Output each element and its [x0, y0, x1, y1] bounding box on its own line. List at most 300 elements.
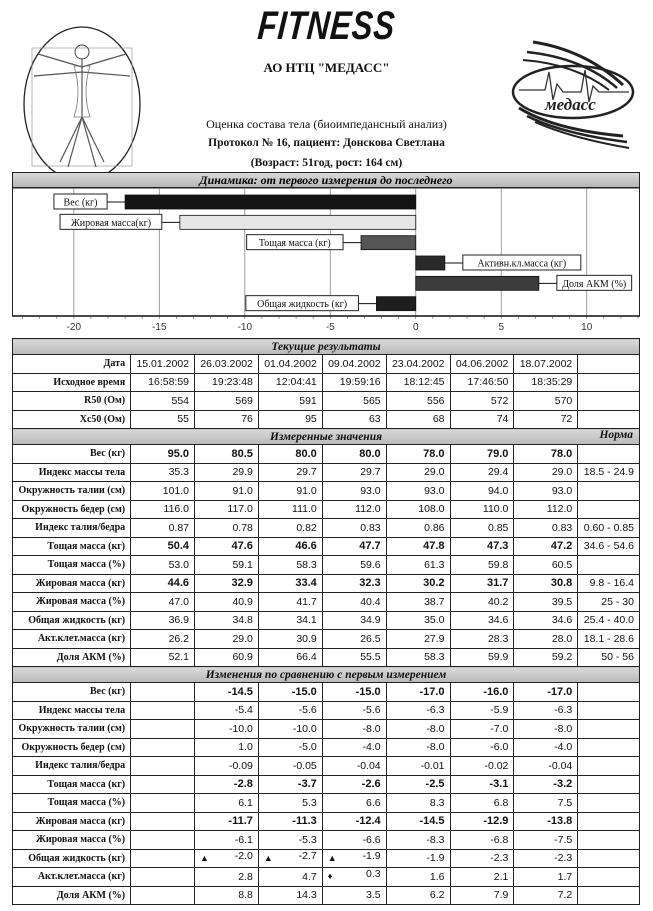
cell-value	[322, 463, 386, 482]
cell-text: 34.6	[551, 614, 573, 627]
cell-text: 6.2	[429, 889, 445, 902]
cell-text: 565	[363, 394, 381, 407]
cell-value	[322, 593, 386, 612]
cell-value	[450, 701, 514, 720]
norm-value	[578, 831, 640, 850]
cell-value	[258, 775, 322, 794]
cell-text: 47.8	[423, 540, 445, 553]
cell-value	[131, 886, 195, 905]
cell-value	[258, 410, 322, 429]
cell-text: 0.87	[168, 521, 190, 534]
cell-value	[514, 392, 578, 411]
cell-value	[450, 648, 514, 667]
warning-pin-icon: ♦	[327, 871, 333, 882]
cell-value	[450, 500, 514, 519]
row-label: Тощая масса (кг)	[13, 537, 131, 556]
cell-value	[322, 630, 386, 649]
cell-value	[450, 574, 514, 593]
cell-value	[258, 500, 322, 519]
cell-text: 30.8	[550, 577, 573, 590]
cell-text: 41.7	[296, 595, 317, 608]
norm-value: 50 - 56	[578, 648, 640, 667]
bar	[180, 215, 416, 229]
cell-text: -2.8	[233, 778, 253, 791]
cell-text: 2.8	[238, 870, 253, 883]
cell-text: 34.6	[487, 614, 509, 627]
bar-label: Общая жидкость (кг)	[257, 299, 348, 311]
cell-value	[258, 373, 322, 392]
cell-text: 40.9	[232, 595, 253, 608]
dynamics-chart-svg	[12, 172, 640, 334]
cell-value	[386, 701, 450, 720]
cell-text: -2.7	[298, 849, 317, 862]
cell-text: -8.0	[426, 741, 445, 754]
row-label: Общая жидкость (кг)	[13, 849, 131, 868]
bar-label: Вес (кг)	[63, 197, 98, 209]
table-row	[13, 794, 640, 813]
cell-text: -13.8	[547, 815, 573, 828]
cell-text: 94.0	[487, 484, 509, 497]
cell-text: -3.2	[553, 778, 573, 791]
section-title	[13, 339, 640, 355]
cell-text: 4.7	[302, 870, 317, 883]
cell-text: 7.2	[557, 889, 573, 902]
cell-text: -1.9	[426, 852, 445, 865]
norm-value	[578, 556, 640, 575]
cell-value	[131, 757, 195, 776]
norm-value: 34.6 - 54.6	[578, 537, 640, 556]
cell-text: 91.0	[296, 484, 317, 497]
cell-value	[195, 611, 259, 630]
cell-value	[450, 537, 514, 556]
cell-value	[131, 482, 195, 501]
cell-text: 29.0	[232, 632, 253, 645]
cell-value	[514, 500, 578, 519]
row-label: Индекс талия/бедра	[13, 519, 131, 538]
cell-text: 93.0	[360, 484, 381, 497]
cell-text: 35.0	[424, 614, 445, 627]
drop-icon: ▲	[263, 852, 273, 863]
cell-value	[514, 355, 578, 374]
cell-text: -15.0	[355, 685, 381, 698]
cell-text: -8.0	[362, 722, 381, 735]
cell-value	[258, 794, 322, 813]
row-label: Вес (кг)	[13, 445, 131, 464]
cell-text: -14.5	[419, 815, 445, 828]
cell-text: 59.6	[360, 558, 381, 571]
cell-value	[450, 593, 514, 612]
cell-text: 68	[432, 413, 445, 426]
cell-value	[514, 519, 578, 538]
cell-value	[195, 630, 259, 649]
cell-value	[450, 482, 514, 501]
cell-text: 72	[560, 413, 573, 426]
cell-text: 12:04:41	[275, 376, 317, 389]
cell-value	[195, 574, 259, 593]
table-row	[13, 574, 640, 593]
cell-text: 38.7	[424, 595, 445, 608]
cell-value	[514, 757, 578, 776]
cell-text: 47.0	[168, 595, 190, 608]
cell-value	[258, 868, 322, 887]
cell-text: -17.0	[547, 685, 573, 698]
report-subtitle: Оценка состава тела (биоимпедансный анализ)	[206, 117, 447, 131]
cell-text: -5.4	[234, 704, 253, 717]
cell-value	[514, 556, 578, 575]
cell-value	[195, 738, 259, 757]
cell-value	[514, 593, 578, 612]
cell-value	[258, 445, 322, 464]
cell-value	[195, 519, 259, 538]
cell-value	[131, 738, 195, 757]
section-title-text: Измеренные значения	[269, 430, 383, 443]
cell-text: 572	[490, 394, 509, 407]
cell-text: -3.1	[489, 778, 509, 791]
cell-text: -0.04	[356, 759, 381, 772]
cell-text: 30.9	[296, 632, 317, 645]
cell-value	[258, 392, 322, 411]
cell-value	[450, 373, 514, 392]
cell-text: 34.1	[296, 614, 317, 627]
cell-value	[386, 757, 450, 776]
bar	[416, 256, 445, 270]
cell-text: -2.6	[361, 778, 381, 791]
report-header	[0, 0, 653, 170]
cell-text: 59.8	[487, 558, 509, 571]
cell-text: 61.3	[424, 558, 445, 571]
cell-value	[322, 445, 386, 464]
cell-value	[386, 611, 450, 630]
row-label: Окружность талии (см)	[13, 720, 131, 739]
cell-value	[514, 463, 578, 482]
cell-text: 35.3	[168, 466, 190, 479]
cell-value	[514, 630, 578, 649]
cell-text: 95	[305, 413, 317, 426]
cell-value	[450, 392, 514, 411]
cell-text: 0.83	[551, 521, 573, 534]
cell-value	[386, 537, 450, 556]
organization-name: АО НТЦ "МЕДАСС"	[263, 60, 390, 75]
table-row	[13, 519, 640, 538]
cell-value	[131, 519, 195, 538]
cell-value	[131, 683, 195, 702]
table-row	[13, 482, 640, 501]
cell-value	[386, 373, 450, 392]
cell-value	[322, 611, 386, 630]
cell-text: 112.0	[546, 503, 573, 516]
cell-value	[386, 445, 450, 464]
cell-value	[322, 720, 386, 739]
cell-text: -7.0	[490, 722, 509, 735]
cell-value	[450, 445, 514, 464]
cell-value	[514, 648, 578, 667]
cell-text: 14.3	[296, 889, 317, 902]
cell-text: 8.8	[238, 889, 253, 902]
cell-text: 47.6	[231, 540, 253, 553]
cell-value	[258, 355, 322, 374]
cell-value	[386, 630, 450, 649]
cell-value	[386, 392, 450, 411]
norm-value	[578, 738, 640, 757]
cell-text: 1.7	[557, 870, 573, 883]
cell-text: 39.5	[551, 595, 573, 608]
results-table	[12, 338, 640, 905]
table-row	[13, 556, 640, 575]
cell-value	[195, 794, 259, 813]
norm-value: 25 - 30	[578, 593, 640, 612]
cell-value	[386, 410, 450, 429]
cell-value	[258, 630, 322, 649]
cell-value	[131, 574, 195, 593]
cell-value	[258, 593, 322, 612]
cell-value	[514, 886, 578, 905]
cell-value	[131, 445, 195, 464]
table-row	[13, 630, 640, 649]
cell-text: 34.9	[360, 614, 381, 627]
cell-text: 570	[554, 394, 573, 407]
cell-value	[131, 392, 195, 411]
row-label: Акт.клет.масса (кг)	[13, 630, 131, 649]
cell-text: 34.8	[232, 614, 253, 627]
cell-value	[386, 519, 450, 538]
cell-value	[195, 355, 259, 374]
cell-text: -5.6	[362, 704, 381, 717]
bar-label: Доля АКМ (%)	[562, 278, 627, 290]
table-row	[13, 392, 640, 411]
cell-text: 29.7	[296, 466, 317, 479]
cell-value	[131, 463, 195, 482]
cell-text: 60.5	[551, 558, 573, 571]
cell-text: 04.06.2002	[455, 357, 509, 370]
dynamics-chart	[12, 172, 640, 332]
cell-text: 80.0	[295, 447, 317, 460]
cell-value	[450, 556, 514, 575]
cell-text: 0.82	[296, 521, 317, 534]
cell-value	[450, 355, 514, 374]
row-label: Окружность бедер (см)	[13, 738, 131, 757]
cell-value	[450, 886, 514, 905]
table-row	[13, 410, 640, 429]
cell-text: 1.6	[429, 870, 445, 883]
cell-text: 32.3	[359, 577, 381, 590]
cell-value	[386, 463, 450, 482]
cell-text: 26.03.2002	[200, 357, 253, 370]
drop-icon: ▲	[327, 852, 337, 863]
table-row	[13, 886, 640, 905]
cell-value	[386, 849, 450, 868]
cell-text: 78.0	[550, 447, 573, 460]
x-tick-label: 5	[498, 322, 505, 333]
cell-value	[195, 886, 259, 905]
cell-text: -12.4	[355, 815, 381, 828]
cell-text: 29.9	[232, 466, 253, 479]
norm-value	[578, 757, 640, 776]
cell-value	[195, 757, 259, 776]
norm-value	[578, 482, 640, 501]
table-row	[13, 849, 640, 868]
cell-value	[322, 868, 386, 887]
cell-text: 18:12:45	[403, 376, 445, 389]
row-label: Общая жидкость (кг)	[13, 611, 131, 630]
cell-text: 28.0	[551, 632, 573, 645]
patient-info: (Возраст: 51год, рост: 164 см)	[250, 157, 403, 169]
table-row	[13, 355, 640, 374]
section-title-text: Изменения по сравнению с первым измерением	[205, 668, 447, 681]
cell-text: 47.7	[359, 540, 381, 553]
table-row	[13, 463, 640, 482]
row-label: Доля АКМ (%)	[13, 648, 131, 667]
cell-value	[322, 757, 386, 776]
cell-text: 0.78	[232, 521, 253, 534]
cell-text: -0.09	[228, 759, 253, 772]
cell-text: 3.5	[366, 889, 381, 902]
cell-text: -14.5	[227, 685, 253, 698]
cell-value	[450, 630, 514, 649]
table-row	[13, 738, 640, 757]
norm-value	[578, 720, 640, 739]
cell-value	[322, 500, 386, 519]
norm-value	[578, 410, 640, 429]
cell-value	[322, 886, 386, 905]
section-title	[13, 667, 640, 683]
row-label: Тощая масса (%)	[13, 556, 131, 575]
cell-text: 29.7	[360, 466, 381, 479]
cell-text: 78.0	[423, 447, 445, 460]
cell-text: 0.85	[487, 521, 509, 534]
cell-value	[131, 373, 195, 392]
cell-text: -12.9	[483, 815, 509, 828]
cell-value	[131, 849, 195, 868]
cell-text: -5.3	[298, 833, 317, 846]
cell-value	[386, 794, 450, 813]
cell-text: 47.3	[486, 540, 509, 553]
cell-text: -3.7	[297, 778, 317, 791]
cell-text: 58.3	[424, 651, 445, 664]
table-row	[13, 683, 640, 702]
x-tick-label: -5	[325, 322, 335, 333]
row-label: Индекс массы тела	[13, 701, 131, 720]
cell-text: 59.1	[232, 558, 253, 571]
cell-text: -15.0	[291, 685, 317, 698]
cell-text: 01.04.2002	[264, 357, 317, 370]
x-tick-label: -15	[152, 322, 167, 333]
cell-value	[322, 537, 386, 556]
bar	[361, 236, 416, 250]
cell-value	[322, 482, 386, 501]
cell-value	[195, 683, 259, 702]
cell-value	[322, 519, 386, 538]
row-label: Жировая масса (%)	[13, 593, 131, 612]
cell-value	[322, 355, 386, 374]
protocol-line: Протокол № 16, пациент: Донскова Светлана	[208, 137, 445, 149]
cell-text: -6.3	[554, 704, 573, 717]
cell-value	[514, 812, 578, 831]
cell-text: 95.0	[167, 447, 190, 460]
cell-text: 66.4	[296, 651, 317, 664]
cell-value	[514, 410, 578, 429]
row-label: Дата	[13, 355, 131, 374]
cell-text: 19:59:16	[339, 376, 381, 389]
cell-value	[195, 812, 259, 831]
row-label: Жировая масса (кг)	[13, 574, 131, 593]
section-header-changes	[13, 667, 640, 683]
cell-text: 16:58:59	[148, 376, 190, 389]
cell-text: 93.0	[424, 484, 445, 497]
cell-text: 569	[235, 394, 253, 407]
cell-text: 6.6	[366, 796, 381, 809]
cell-text: -0.05	[292, 759, 317, 772]
cell-value	[386, 500, 450, 519]
cell-text: -6.3	[426, 704, 445, 717]
cell-text: -0.02	[484, 759, 509, 772]
cell-text: -2.3	[490, 852, 509, 865]
cell-value	[258, 574, 322, 593]
cell-value	[386, 831, 450, 850]
cell-text: 63	[368, 413, 381, 426]
cell-text: 59.2	[551, 651, 573, 664]
cell-value	[131, 537, 195, 556]
drop-icon: ▲	[200, 852, 209, 863]
cell-value	[386, 556, 450, 575]
norm-value	[578, 392, 640, 411]
cell-text: -8.0	[426, 722, 445, 735]
cell-value	[195, 410, 259, 429]
cell-value	[514, 683, 578, 702]
cell-value	[386, 812, 450, 831]
table-row	[13, 868, 640, 887]
x-tick-label: -20	[66, 322, 82, 333]
cell-value	[322, 849, 386, 868]
cell-text: 58.3	[296, 558, 317, 571]
bar-label: Тощая масса (кг)	[258, 238, 331, 250]
cell-value	[195, 556, 259, 575]
cell-text: -11.3	[292, 815, 317, 828]
cell-text: -10.0	[228, 722, 253, 735]
table-row	[13, 701, 640, 720]
cell-text: 93.0	[551, 484, 573, 497]
table-row	[13, 373, 640, 392]
table-row	[13, 775, 640, 794]
norm-value: 9.8 - 16.4	[578, 574, 640, 593]
table-row	[13, 757, 640, 776]
cell-text: -10.0	[292, 722, 317, 735]
table-row	[13, 593, 640, 612]
cell-text: -2.3	[554, 852, 573, 865]
row-label: Акт.клет.масса (кг)	[13, 868, 131, 887]
cell-value	[514, 445, 578, 464]
row-label: Тощая масса (кг)	[13, 775, 131, 794]
x-tick-label: 10	[581, 322, 593, 333]
cell-value	[131, 868, 195, 887]
cell-value	[450, 831, 514, 850]
norm-value	[578, 868, 640, 887]
cell-value	[258, 701, 322, 720]
cell-value	[258, 831, 322, 850]
cell-text: -6.8	[490, 833, 509, 846]
cell-text: 26.2	[168, 632, 190, 645]
cell-text: -2.5	[425, 778, 445, 791]
cell-text: -1.9	[362, 849, 381, 862]
cell-text: 17:46:50	[467, 376, 509, 389]
cell-value	[514, 794, 578, 813]
bar	[376, 297, 415, 311]
cell-text: -8.3	[426, 833, 445, 846]
cell-value	[450, 410, 514, 429]
cell-value	[131, 630, 195, 649]
cell-value	[322, 648, 386, 667]
cell-text: 5.3	[302, 796, 317, 809]
norm-value	[578, 775, 640, 794]
